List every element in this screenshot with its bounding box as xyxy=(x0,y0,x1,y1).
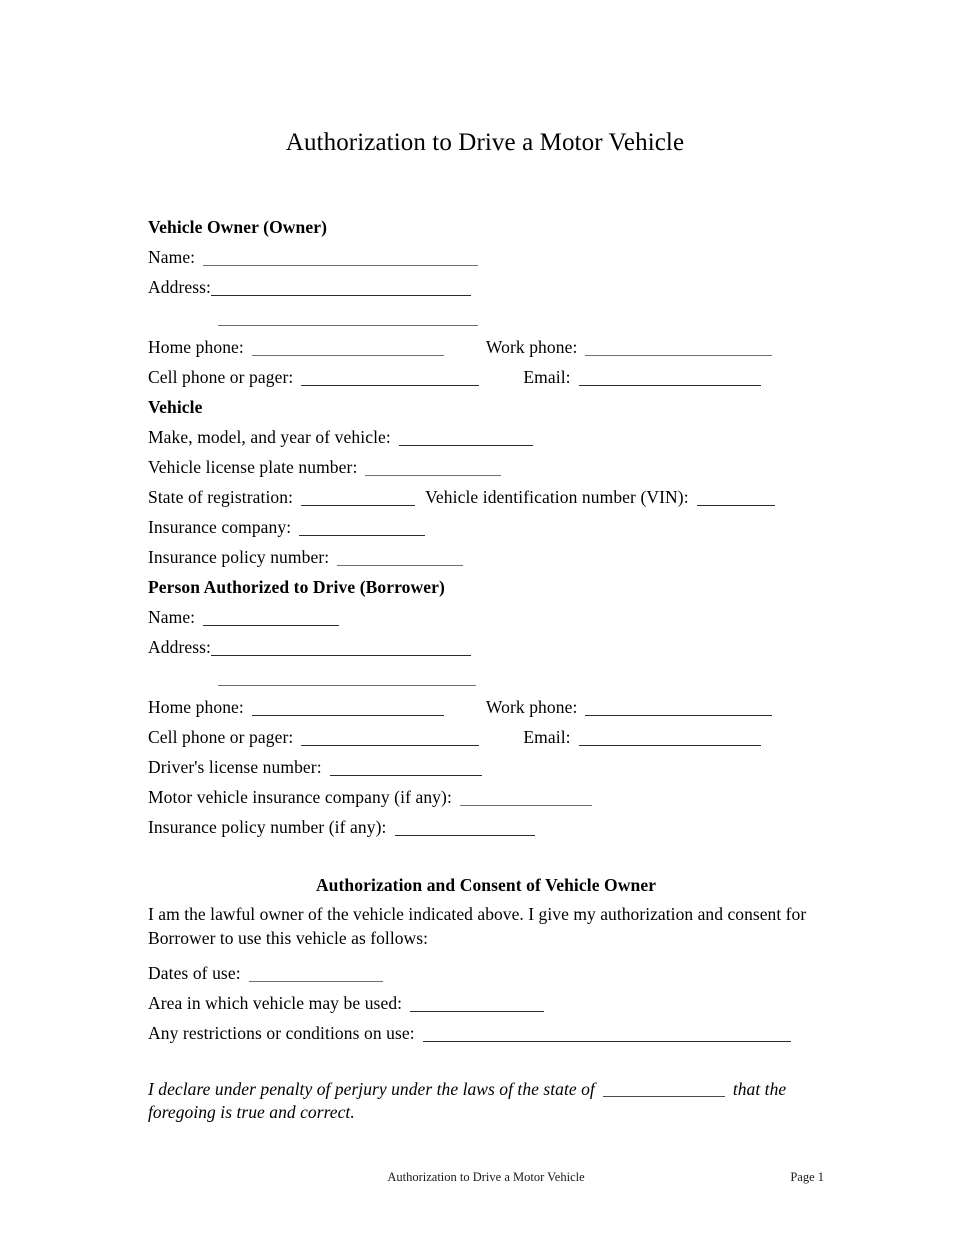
declaration-state-blank[interactable] xyxy=(603,1081,725,1097)
section-heading-vehicle-owner: Vehicle Owner (Owner) xyxy=(148,217,328,237)
vehicle-insurance-company-blank[interactable] xyxy=(299,520,425,536)
vin-blank[interactable] xyxy=(697,490,775,506)
restrictions-blank[interactable] xyxy=(423,1026,791,1042)
license-plate-blank[interactable] xyxy=(365,460,501,476)
borrower-insurance-policy-blank[interactable] xyxy=(395,820,535,836)
field-label: Area in which vehicle may be used: xyxy=(148,993,403,1013)
form-body xyxy=(148,212,828,842)
state-of-registration-blank[interactable] xyxy=(301,490,415,506)
page-title: Authorization to Drive a Motor Vehicle xyxy=(285,129,685,156)
field-vehicle-insurance-company xyxy=(148,512,828,542)
owner-work-phone-blank[interactable] xyxy=(585,340,772,356)
field-label: Home phone: xyxy=(148,337,244,357)
field-label: Vehicle identification number (VIN): xyxy=(425,487,689,507)
owner-cell-phone-blank[interactable] xyxy=(301,370,479,386)
area-of-use-blank[interactable] xyxy=(410,996,544,1012)
field-license-plate xyxy=(148,452,828,482)
field-owner-address-line2 xyxy=(148,302,828,332)
field-label: Address: xyxy=(148,637,212,657)
field-borrower-insurance-company xyxy=(148,782,828,812)
field-dates-of-use xyxy=(148,958,824,988)
section-heading-authorization-consent: Authorization and Consent of Vehicle Owner xyxy=(315,875,657,895)
field-label: Email: xyxy=(523,367,571,387)
field-state-and-vin xyxy=(148,482,828,512)
borrower-insurance-company-blank[interactable] xyxy=(460,790,592,806)
footer-document-title: Authorization to Drive a Motor Vehicle xyxy=(387,1170,585,1184)
drivers-license-blank[interactable] xyxy=(330,760,482,776)
field-borrower-insurance-policy xyxy=(148,812,828,842)
field-label: Any restrictions or conditions on use: xyxy=(148,1023,415,1043)
declaration-paragraph xyxy=(148,1078,828,1124)
field-label: Cell phone or pager: xyxy=(148,367,294,387)
field-borrower-address xyxy=(148,632,828,662)
vehicle-insurance-policy-blank[interactable] xyxy=(337,550,463,566)
field-restrictions xyxy=(148,1018,824,1048)
field-owner-phones xyxy=(148,332,828,362)
consent-paragraph: I am the lawful owner of the vehicle indicated above. I give my authorization and consent for Borrower to use this vehicle as follows: xyxy=(148,904,807,948)
borrower-name-blank[interactable] xyxy=(203,610,339,626)
field-borrower-phones xyxy=(148,692,828,722)
field-label: Insurance policy number: xyxy=(148,547,330,567)
field-vehicle-insurance-policy xyxy=(148,542,828,572)
field-label: Email: xyxy=(523,727,571,747)
field-drivers-license xyxy=(148,752,828,782)
field-borrower-cell-email xyxy=(148,722,828,752)
owner-email-blank[interactable] xyxy=(579,370,761,386)
field-owner-address xyxy=(148,272,828,302)
field-label: State of registration: xyxy=(148,487,294,507)
borrower-email-blank[interactable] xyxy=(579,730,761,746)
section-heading-borrower: Person Authorized to Drive (Borrower) xyxy=(148,577,445,597)
declaration-text-before: I declare under penalty of perjury under the laws of the state of xyxy=(148,1079,595,1099)
field-label: Work phone: xyxy=(485,337,578,357)
field-label: Motor vehicle insurance company (if any): xyxy=(148,787,452,807)
field-owner-name xyxy=(148,242,828,272)
field-borrower-address-line2 xyxy=(148,662,828,692)
field-label: Make, model, and year of vehicle: xyxy=(148,427,391,447)
borrower-address-blank-line1[interactable] xyxy=(211,640,471,656)
field-label: Dates of use: xyxy=(148,963,241,983)
field-label: Driver's license number: xyxy=(148,757,322,777)
field-owner-cell-email xyxy=(148,362,828,392)
field-label: Insurance company: xyxy=(148,517,292,537)
borrower-work-phone-blank[interactable] xyxy=(585,700,772,716)
declaration-text-after: that the foregoing is true and correct. xyxy=(148,1079,787,1122)
field-label: Name: xyxy=(148,247,196,267)
page-footer xyxy=(148,1168,824,1186)
field-label: Address: xyxy=(148,277,212,297)
field-label: Work phone: xyxy=(485,697,578,717)
owner-home-phone-blank[interactable] xyxy=(252,340,444,356)
dates-of-use-blank[interactable] xyxy=(249,966,383,982)
field-label: Insurance policy number (if any): xyxy=(148,817,387,837)
borrower-cell-phone-blank[interactable] xyxy=(301,730,479,746)
owner-name-blank[interactable] xyxy=(203,250,478,266)
field-label: Name: xyxy=(148,607,196,627)
borrower-address-blank-line2[interactable] xyxy=(218,670,476,686)
borrower-home-phone-blank[interactable] xyxy=(252,700,444,716)
section-heading-vehicle: Vehicle xyxy=(148,397,203,417)
owner-address-blank-line1[interactable] xyxy=(211,280,471,296)
field-borrower-name xyxy=(148,602,828,632)
footer-page-number: Page 1 xyxy=(790,1170,824,1184)
field-label: Cell phone or pager: xyxy=(148,727,294,747)
make-model-year-blank[interactable] xyxy=(399,430,533,446)
field-make-model-year xyxy=(148,422,828,452)
field-label: Vehicle license plate number: xyxy=(148,457,358,477)
field-label: Home phone: xyxy=(148,697,244,717)
consent-body xyxy=(148,902,824,1048)
owner-address-blank-line2[interactable] xyxy=(218,310,478,326)
field-area-of-use xyxy=(148,988,824,1018)
